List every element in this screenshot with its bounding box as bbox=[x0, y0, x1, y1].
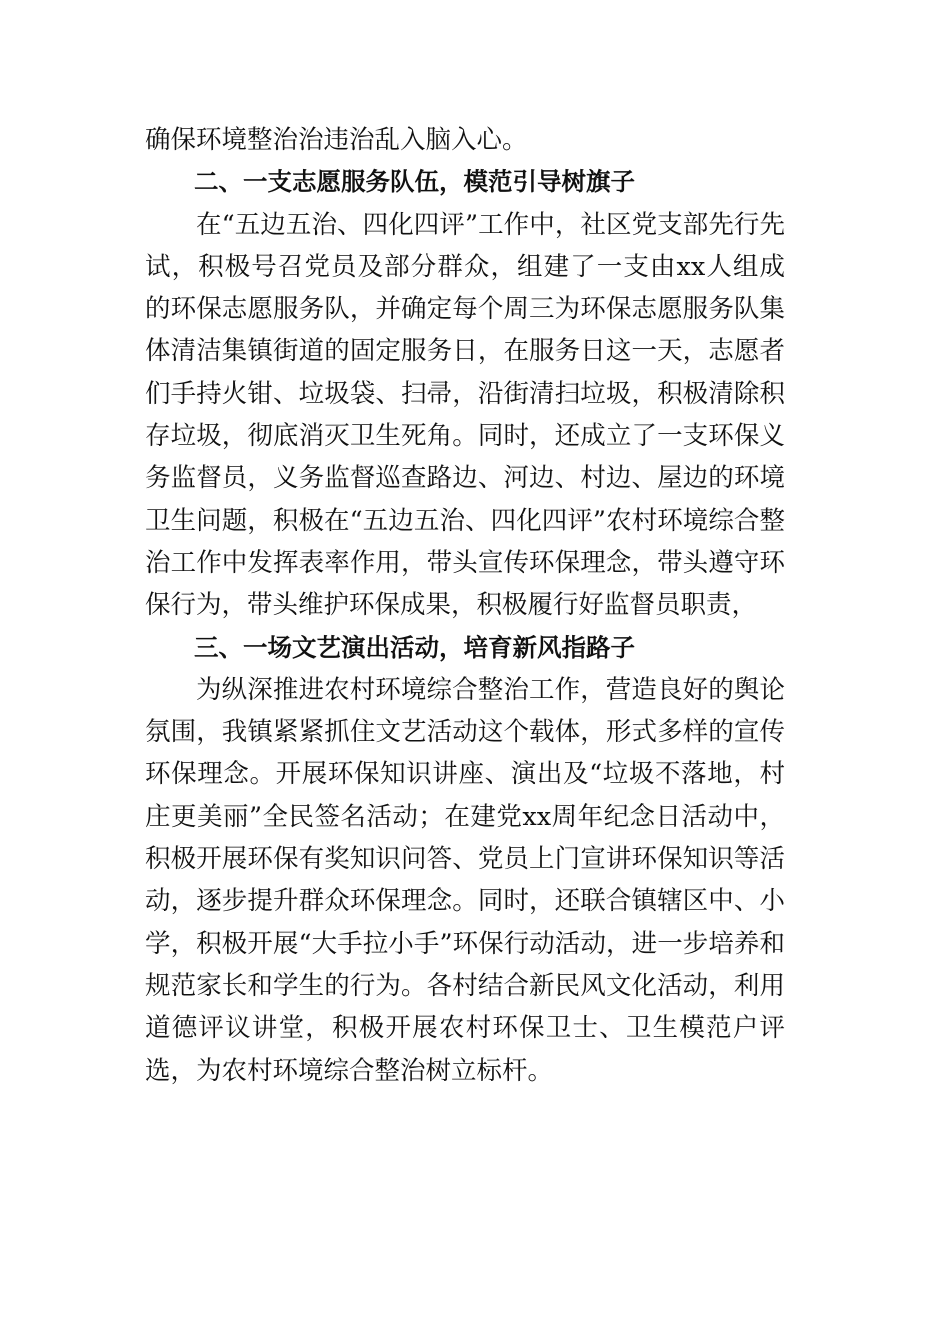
paragraph-cultural-activities: 为纵深推进农村环境综合整治工作，营造良好的舆论氛围，我镇紧紧抓住文艺活动这个载体，形式多样的宣传环保理念。开展环保知识讲座、演出及“垃圾不落地，村庄更美丽”全民签名活动；在建党xx周年纪念日活动中，积极开展环保有奖知识问答、党员上门宣讲环保知识等活动，逐步提升群众环保理念。同时，还联合镇辖区中、小学，积极开展“大手拉小手”环保行动活动，进一步培养和规范家长和学生的行为。各村结合新民风文化活动，利用道德评议讲堂，积极开展农村环保卫士、卫生模范户评选，为农村环境综合整治树立标杆。 bbox=[145, 674, 785, 1086]
paragraph-continuation: 确保环境整治治违治乱入脑入心。 bbox=[145, 125, 528, 155]
section-heading-3: 三、一场文艺演出活动，培育新风指路子 bbox=[194, 632, 635, 662]
paragraph-volunteer-team: 在“五边五治、四化四评”工作中，社区党支部先行先试，积极号召党员及部分群众，组建了一支由xx人组成的环保志愿服务队，并确定每个周三为环保志愿服务队集体清洁集镇街道的固定服务日，在服务日这一天，志愿者们手持火钳、垃圾袋、扫帚，沿街清扫垃圾，积极清除积存垃圾，彻底消灭卫生死角。同时，还成立了一支环保义务监督员，义务监督巡查路边、河边、村边、屋边的环境卫生问题，积极在“五边五治、四化四评”农村环境综合整治工作中发挥表率作用，带头宣传环保理念，带头遵守环保行为，带头维护环保成果，积极履行好监督员职责， bbox=[145, 209, 785, 621]
document-body bbox=[145, 119, 785, 1092]
section-heading-2: 二、一支志愿服务队伍，模范引导树旗子 bbox=[194, 167, 635, 197]
